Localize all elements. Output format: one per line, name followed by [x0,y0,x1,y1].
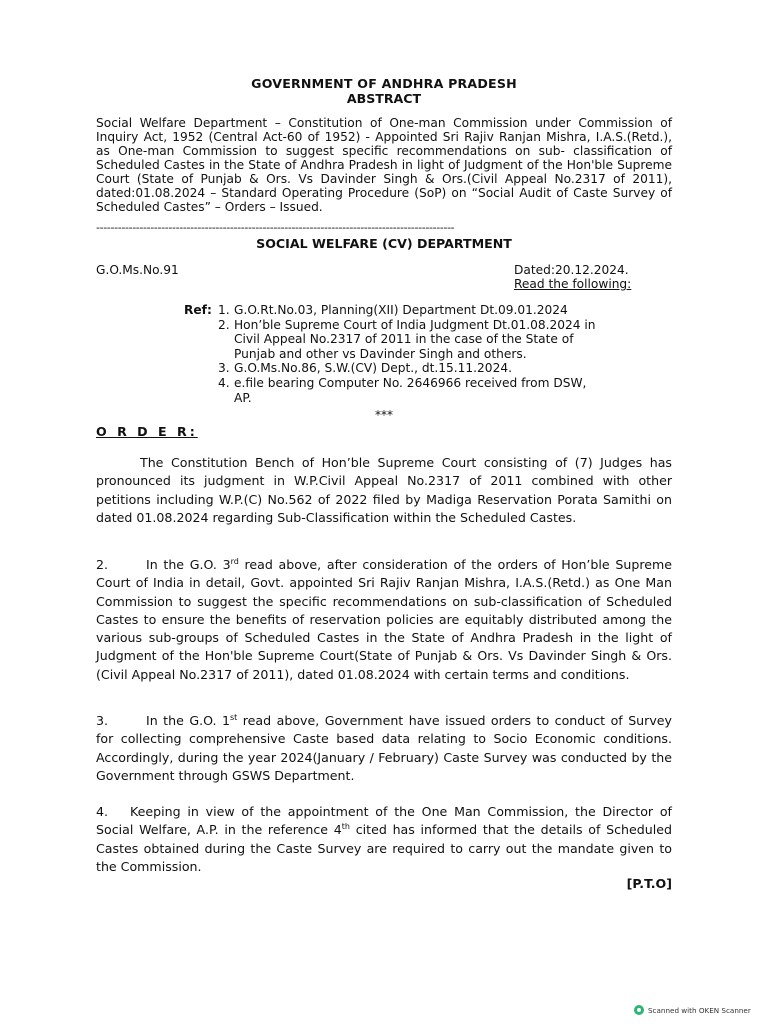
read-following: Read the following: [514,277,632,291]
paragraph-text: read above, after consideration of the orders of Hon’ble Supreme Court of India in detail, Govt. appointed Sri Rajiv Ranjan Mishra, I.A.S.(Retd.) as One Man Commission to suggest the specific recommendations on sub-classification of Scheduled Castes to ensure the benefits of reservation policies are equitably distributed among the various sub-groups of Scheduled Castes in the State of Andhra Pradesh in the light of Judgment of the Hon'ble Supreme Court(State of Punjab & Ors. Vs Davinder Singh & Ors. (Civil Appeal No.2317 of 2011), dated 01.08.2024 with certain terms and conditions. [96,557,672,682]
government-heading: GOVERNMENT OF ANDHRA PRADESH [251,76,517,91]
scanner-logo-icon [634,1005,644,1015]
paragraph-text: Keeping in view of the appointment of the One Man Commission, the Director of Social Welfare, A.P. in the reference 4 [96,804,672,838]
reference-item: Hon’ble Supreme Court of India Judgment Dt.01.08.2024 in Civil Appeal No.2317 of 2011 in the case of the State of Punjab and other vs Davinder Singh and others. [234,317,596,361]
order-heading: O R D E R: [96,424,198,439]
section-divider-stars: *** [375,408,393,422]
superscript: st [229,712,238,722]
paragraph-text: In the G.O. 3 [146,557,231,572]
go-date: Dated:20.12.2024. [514,263,629,277]
go-number: G.O.Ms.No.91 [96,263,179,277]
paragraph-number: 3. [96,713,109,728]
reference-number: 3. [218,361,230,376]
superscript: th [341,822,351,832]
separator-line: --------------------------------------------------------------------------------------------------- [96,222,455,233]
paragraph-number: 4. [96,804,109,819]
paragraph-text: cited has informed that the details of Scheduled Castes obtained during the Caste Survey are required to carry out the mandate given to the Commission. [96,822,672,874]
scanner-watermark [634,1005,751,1015]
reference-number: 4. [218,375,230,390]
paragraph-2 [96,556,672,684]
references-label: Ref: [184,303,212,317]
paragraph-text: In the G.O. 1 [146,713,230,728]
department-heading: SOCIAL WELFARE (CV) DEPARTMENT [256,236,512,251]
reference-item: G.O.Ms.No.86, S.W.(CV) Dept., dt.15.11.2024. [234,361,512,376]
paragraph-number: 2. [96,557,109,572]
superscript: rd [230,556,239,566]
reference-number: 2. [218,317,230,332]
please-turn-over: [P.T.O] [626,876,672,891]
abstract-text: Social Welfare Department – Constitution of One-man Commission under Commission of Inquiry Act, 1952 (Central Act-60 of 1952) - Appointed Sri Rajiv Ranjan Mishra, I.A.S.(Retd.), as One-man Commission to suggest specific recommendations on sub- classification of Scheduled Castes in the State of Andhra Pradesh in light of Judgment of the Hon'ble Supreme Court (State of Punjab & Ors. Vs Davinder Singh & Ors.(Civil Appeal No.2317 of 2011), dated:01.08.2024 – Standard Operating Procedure (SoP) on “Social Audit of Caste Survey of Scheduled Castes” – Orders – Issued. [96,116,672,214]
paragraph-text: read above, Government have issued orders to conduct of Survey for collecting comprehensive Caste based data relating to Socio Economic conditions. Accordingly, during the year 2024(January / February) Caste Survey was conducted by the Government through GSWS Department. [96,713,672,783]
paragraph-3 [96,712,672,785]
reference-item: e.file bearing Computer No. 2646966 received from DSW, AP. [234,375,587,405]
abstract-heading: ABSTRACT [346,91,422,106]
paragraph-4 [96,803,672,876]
reference-item: G.O.Rt.No.03, Planning(XII) Department Dt.09.01.2024 [234,303,568,317]
paragraph-1: The Constitution Bench of Hon’ble Supreme Court consisting of (7) Judges has pronounced its judgment in W.P.Civil Appeal No.2317 of 2011 combined with other petitions including W.P.(C) No.562 of 2022 filed by Madiga Reservation Porata Samithi on dated 01.08.2024 regarding Sub-Classification within the Scheduled Castes. [96,455,672,525]
scanner-note: Scanned with OKEN Scanner [648,1005,751,1015]
references-block [184,303,624,405]
reference-number: 1. [218,303,230,317]
